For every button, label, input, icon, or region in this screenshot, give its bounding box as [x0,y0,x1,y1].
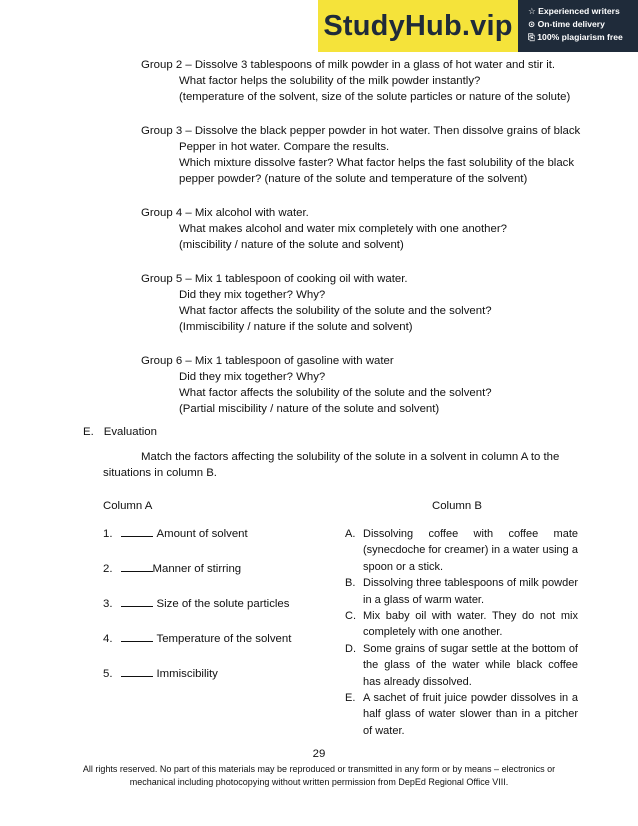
group-6-activity [141,353,492,417]
answer-blank[interactable] [121,525,153,537]
column-b-item: D. Some grains of sugar settle at the bottom of the glass of the water while black coffee has already dissolved. [345,642,578,688]
evaluation-instruction-cont: situations in column B. [103,467,217,479]
group-title: Group 2 – Dissolve 3 tablespoons of milk powder in a glass of hot water and stir it. [141,59,556,71]
group-line: Pepper in hot water. Compare the results. [179,141,390,153]
section-title: Evaluation [103,426,157,438]
studyhub-banner[interactable] [318,0,638,52]
column-b-item: C. Mix baby oil with water. They do not mix completely with one another. [345,610,578,639]
group-question: What makes alcohol and water mix completely with one another? [179,223,507,235]
group-5-activity [141,271,492,335]
answer-blank[interactable] [121,595,153,607]
star-icon: ☆ [528,6,536,16]
feature-experienced-writers: ☆ Experienced writers [528,6,620,16]
group-question: What factor affects the solubility of the solute and the solvent? [179,387,492,399]
copy-icon: ⎘ [528,32,535,42]
column-b-item: B. Dissolving three tablespoons of milk powder in a glass of warm water. [345,577,578,606]
column-a-item: 4. Temperature of the solvent [103,630,291,645]
group-answer: (Immiscibility / nature if the solute and solvent) [179,321,413,333]
group-answer: pepper powder? (nature of the solute and temperature of the solvent) [179,173,528,185]
column-b-header: Column B [432,500,483,512]
group-title: Group 4 – Mix alcohol with water. [141,207,309,219]
group-question: Which mixture dissolve faster? What factor helps the fast solubility of the black [179,157,575,169]
answer-blank[interactable] [121,560,153,572]
group-answer: (temperature of the solvent, size of the solute particles or nature of the solute) [179,91,571,103]
answer-blank[interactable] [121,665,153,677]
group-title: Group 6 – Mix 1 tablespoon of gasoline with water [141,355,394,367]
group-answer: (miscibility / nature of the solute and solvent) [179,239,404,251]
group-question: Did they mix together? Why? [179,289,326,301]
group-3-activity [141,123,580,187]
group-4-activity [141,205,507,253]
column-b-list [345,526,578,739]
answer-blank[interactable] [121,630,153,642]
group-question: What factor helps the solubility of the milk powder instantly? [179,75,481,87]
column-a-item: 3. Size of the solute particles [103,595,289,610]
column-a-item: 5. Immiscibility [103,665,218,680]
group-answer: (Partial miscibility / nature of the solute and solvent) [179,403,440,415]
column-a-item: 1. Amount of solvent [103,525,248,540]
group-question: What factor affects the solubility of the solute and the solvent? [179,305,492,317]
group-title: Group 5 – Mix 1 tablespoon of cooking oil with water. [141,273,408,285]
column-b-item: A. Dissolving coffee with coffee mate (synecdoche for creamer) in a water using a spoon or a stick. [345,528,578,573]
copyright-footer: All rights reserved. No part of this materials may be reproduced or transmitted in any form or by means – electronics or mechanical including photocopying without written permission from DepEd Regional Office VIII. [82,764,556,787]
feature-on-time-delivery: ⊙ On-time delivery [528,19,605,29]
group-question: Did they mix together? Why? [179,371,326,383]
section-letter: E. [83,426,94,438]
column-a-header: Column A [103,500,153,512]
evaluation-instruction: Match the factors affecting the solubility of the solute in a solvent in column A to the [141,451,560,463]
clock-icon: ⊙ [528,19,536,29]
group-2-activity [141,57,570,105]
group-title: Group 3 – Dissolve the black pepper powder in hot water. Then dissolve grains of black [141,125,581,137]
column-b-item: E. A sachet of fruit juice powder dissolves in a half glass of water slower than in a pitcher of water. [345,692,578,737]
studyhub-logo[interactable]: StudyHub.vip [318,0,518,52]
page-number: 29 [312,748,326,760]
evaluation-heading [83,426,157,438]
column-a-item: 2. Manner of stirring [103,560,241,575]
banner-features [518,0,638,52]
feature-plagiarism-free: ⎘ 100% plagiarism free [528,32,623,42]
